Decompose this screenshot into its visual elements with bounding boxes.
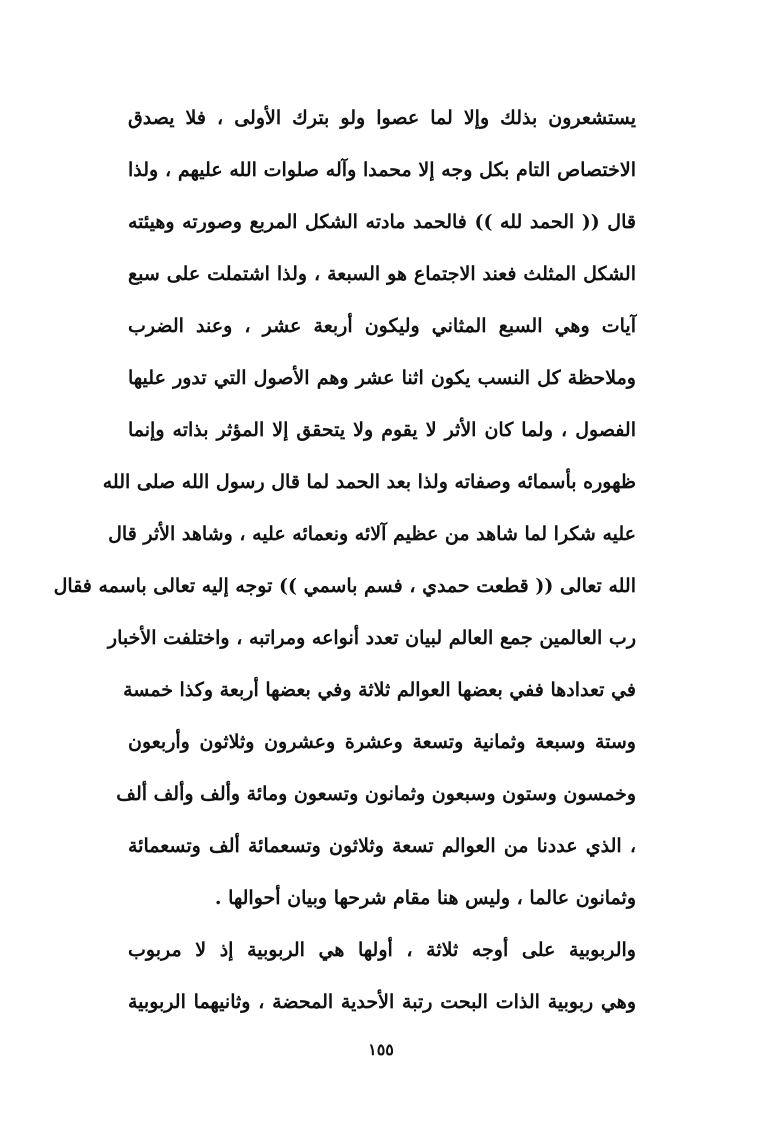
text-line-18: وهي ربوبية الذات البحت رتبة الأحدية المحضة ، وثانيهما الربوبية <box>128 991 636 1013</box>
text-line-16: وثمانون عالما ، وليس هنا مقام شرحها وبيان أحوالها . <box>214 887 636 909</box>
text-line-13: وستة وسبعة وثمانية وتسعة وعشرة وعشرون وثلاثون وأربعون <box>128 731 636 753</box>
text-line-10: الله تعالى (( قطعت حمدي ، فسم باسمي )) توجه إليه تعالى باسمه فقال <box>53 575 636 597</box>
text-line-2: الاختصاص التام بكل وجه إلا محمدا وآله صلوات الله عليهم ، ولذا <box>128 159 636 181</box>
text-line-8: ظهوره بأسمائه وصفاته ولذا بعد الحمد لما قال رسول الله صلى الله <box>102 471 636 493</box>
text-line-1: يستشعرون بذلك وإلا لما عصوا ولو بترك الأولى ، فلا يصدق <box>128 107 636 129</box>
text-line-5: آيات وهي السبع المثاني وليكون أربعة عشر ، وعند الضرب <box>128 315 636 337</box>
text-line-3: قال (( الحمد لله )) فالحمد مادته الشكل المربع وصورته وهيئته <box>128 211 636 233</box>
text-line-17: والربوبية على أوجه ثلاثة ، أولها هي الربوبية إذ لا مربوب <box>128 939 636 961</box>
text-line-14: وخمسون وستون وسبعون وثمانون وتسعون ومائة وألف وألف ألف <box>116 783 636 805</box>
page-number: ١٥٥ <box>368 1040 394 1059</box>
text-line-4: الشكل المثلث فعند الاجتماع هو السبعة ، ولذا اشتملت على سبع <box>128 263 636 285</box>
body-text <box>53 92 636 1028</box>
text-line-12: في تعدادها ففي بعضها العوالم ثلاثة وفي بعضها أربعة وكذا خمسة <box>123 679 636 701</box>
text-line-6: وملاحظة كل النسب يكون اثنا عشر وهم الأصول التي تدور عليها <box>128 367 636 389</box>
text-line-7: الفصول ، ولما كان الأثر لا يقوم ولا يتحقق إلا المؤثر بذاته وإنما <box>128 419 636 441</box>
text-line-15: ، الذي عددنا من العوالم تسعة وثلاثون وتسعمائة ألف وتسعمائة <box>128 835 636 857</box>
text-line-9: عليه شكرا لما شاهد من عظيم آلائه ونعمائه عليه ، وشاهد الأثر قال <box>108 523 636 545</box>
text-line-11: رب العالمين جمع العالم لبيان تعدد أنواعه ومراتبه ، واختلفت الأخبار <box>107 627 636 649</box>
